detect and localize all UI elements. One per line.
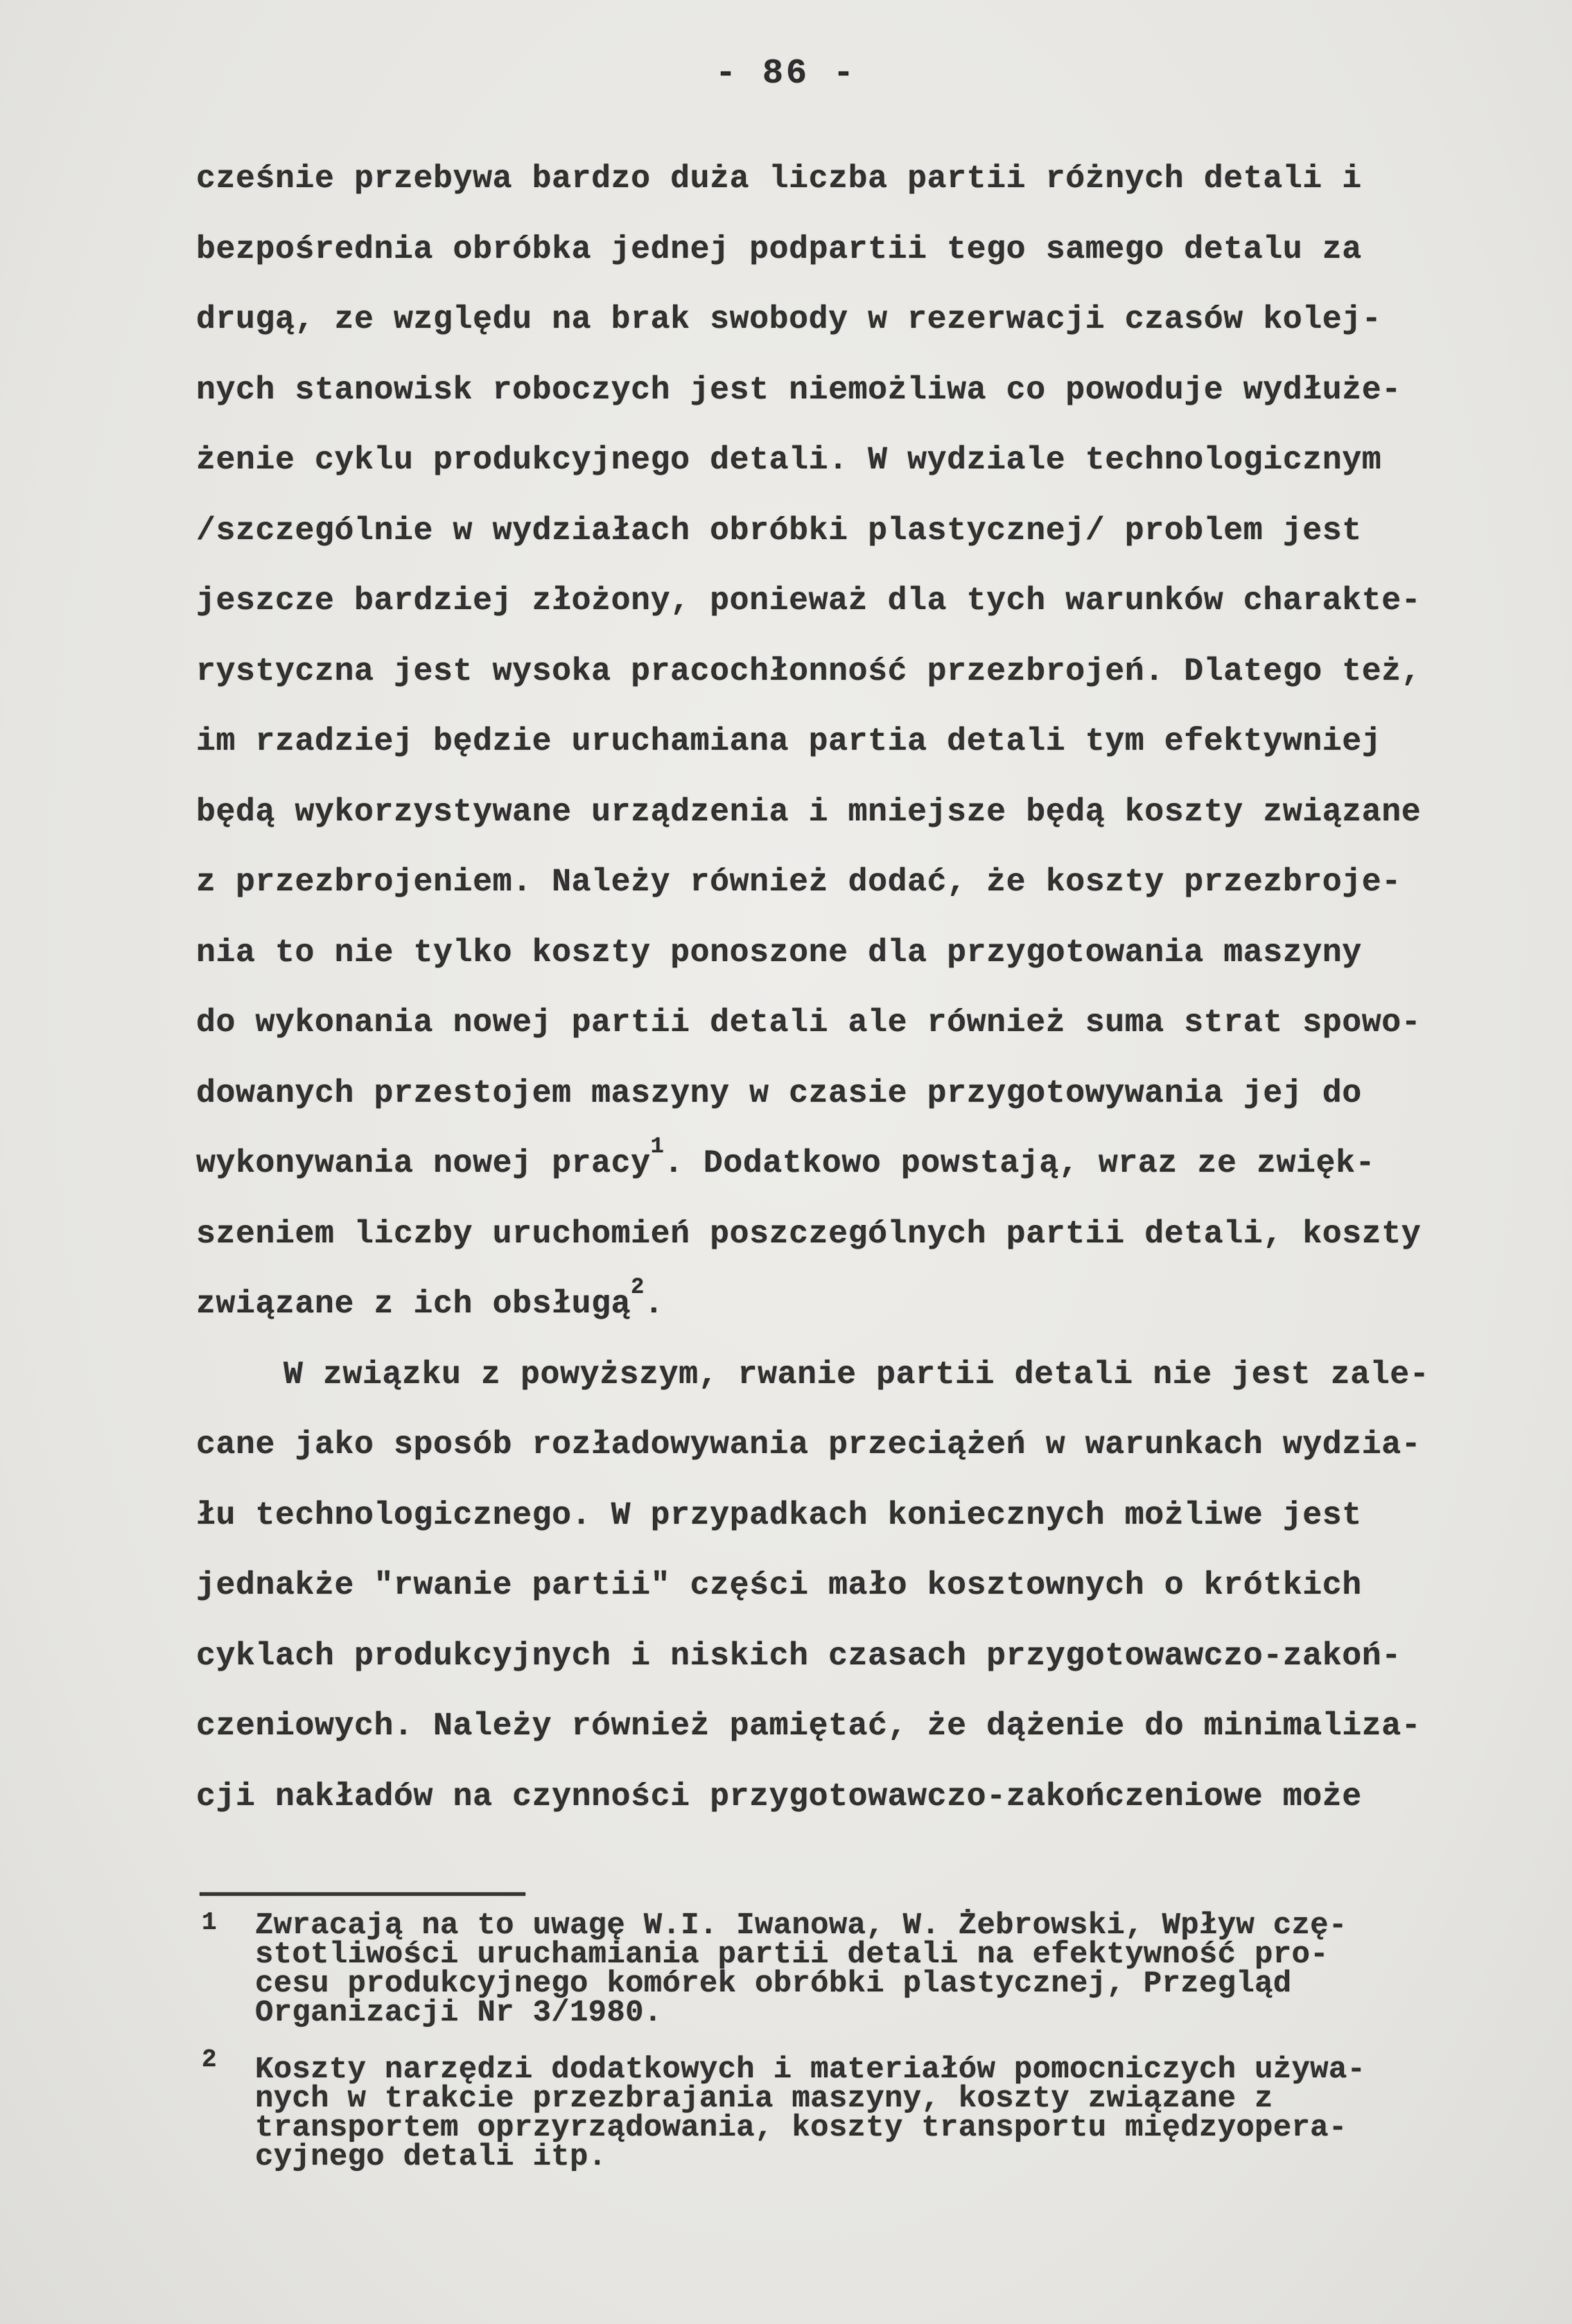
text-line: cyklach produkcyjnych i niskich czasach przygotowawczo-zakoń-	[196, 1637, 1401, 1674]
text-segment: wykonywania nowej pracy	[196, 1145, 651, 1181]
text-segment: .	[644, 1285, 664, 1322]
text-line: łu technologicznego. W przypadkach koniecznych możliwe jest	[196, 1496, 1362, 1533]
footnote-ref-1[interactable]: 1	[650, 1134, 664, 1159]
footnote-line: cesu produkcyjnego komórek obróbki plastycznej, Przegląd	[255, 1966, 1292, 2001]
footnote-line: Zwracają na to uwagę W.I. Iwanowa, W. Żebrowski, Wpływ czę-	[255, 1908, 1347, 1943]
text-line: rystyczna jest wysoka pracochłonność przezbrojeń. Dlatego też,	[196, 652, 1422, 689]
footnote-line: transportem oprzyrządowania, koszty transportu międzyopera-	[255, 2111, 1347, 2145]
text-line: drugą, ze względu na brak swobody w rezerwacji czasów kolej-	[196, 301, 1382, 337]
text-line: jeszcze bardziej złożony, ponieważ dla tych warunków charakte-	[196, 582, 1422, 619]
footnote-mark: 2	[202, 2045, 217, 2074]
body-text	[196, 158, 1471, 1846]
footnote-mark: 1	[202, 1908, 217, 1937]
text-line: cane jako sposób rozładowywania przeciążeń w warunkach wydzia-	[196, 1426, 1422, 1463]
paragraph-2	[196, 1354, 1471, 1847]
text-line-with-footnote-ref	[196, 1134, 1471, 1213]
text-line: cześnie przebywa bardzo duża liczba partii różnych detali i	[196, 160, 1362, 197]
text-line: będą wykorzystywane urządzenia i mniejsze będą koszty związane	[196, 793, 1422, 830]
footnote-ref-2[interactable]: 2	[631, 1274, 645, 1300]
footnote-separator	[200, 1892, 525, 1896]
footnote-2	[196, 2045, 1513, 2174]
text-segment: związane z ich obsługą	[196, 1285, 631, 1322]
text-line: bezpośrednia obróbka jednej podpartii tego samego detalu za	[196, 230, 1362, 267]
page-number: - 86 -	[715, 54, 857, 94]
text-line: do wykonania nowej partii detali ale również suma strat spowo-	[196, 1004, 1422, 1041]
footnote-line: Koszty narzędzi dodatkowych i materiałów pomocniczych używa-	[255, 2052, 1366, 2087]
text-line: im rzadziej będzie uruchamiana partia detali tym efektywniej	[196, 723, 1382, 759]
text-line: szeniem liczby uruchomień poszczególnych partii detali, koszty	[196, 1215, 1422, 1252]
text-segment: . Dodatkowo powstają, wraz ze zwięk-	[663, 1145, 1375, 1181]
text-line: /szczególnie w wydziałach obróbki plastycznej/ problem jest	[196, 511, 1362, 549]
footnote-line: Organizacji Nr 3/1980.	[255, 1996, 663, 2030]
footnote-line: stotliwości uruchamiania partii detali na efektywność pro-	[255, 1937, 1329, 1972]
text-line: nych stanowisk roboczych jest niemożliwa co powoduje wydłuże-	[196, 371, 1401, 408]
footnote-line: nych w trakcie przezbrajania maszyny, koszty związane z	[255, 2081, 1273, 2116]
text-line: dowanych przestojem maszyny w czasie przygotowywania jej do	[196, 1074, 1362, 1111]
text-line: cji nakładów na czynności przygotowawczo-zakończeniowe może	[196, 1777, 1362, 1815]
text-line: W związku z powyższym, rwanie partii detali nie jest zale-	[283, 1355, 1430, 1393]
text-line: czeniowych. Należy również pamiętać, że dążenie do minimaliza-	[196, 1707, 1422, 1744]
paragraph-1	[196, 158, 1471, 1354]
footnote-1	[196, 1908, 1513, 2030]
text-line: z przezbrojeniem. Należy również dodać, że koszty przezbroje-	[196, 863, 1401, 900]
footnote-line: cyjnego detali itp.	[255, 2140, 607, 2174]
text-line: jednakże "rwanie partii" części mało kosztownych o krótkich	[196, 1567, 1362, 1603]
text-line-with-footnote-ref	[196, 1274, 1471, 1354]
text-line: nia to nie tylko koszty ponoszone dla przygotowania maszyny	[196, 933, 1362, 971]
text-line: żenie cyklu produkcyjnego detali. W wydziale technologicznym	[196, 441, 1382, 478]
footnotes	[196, 1900, 1513, 2190]
